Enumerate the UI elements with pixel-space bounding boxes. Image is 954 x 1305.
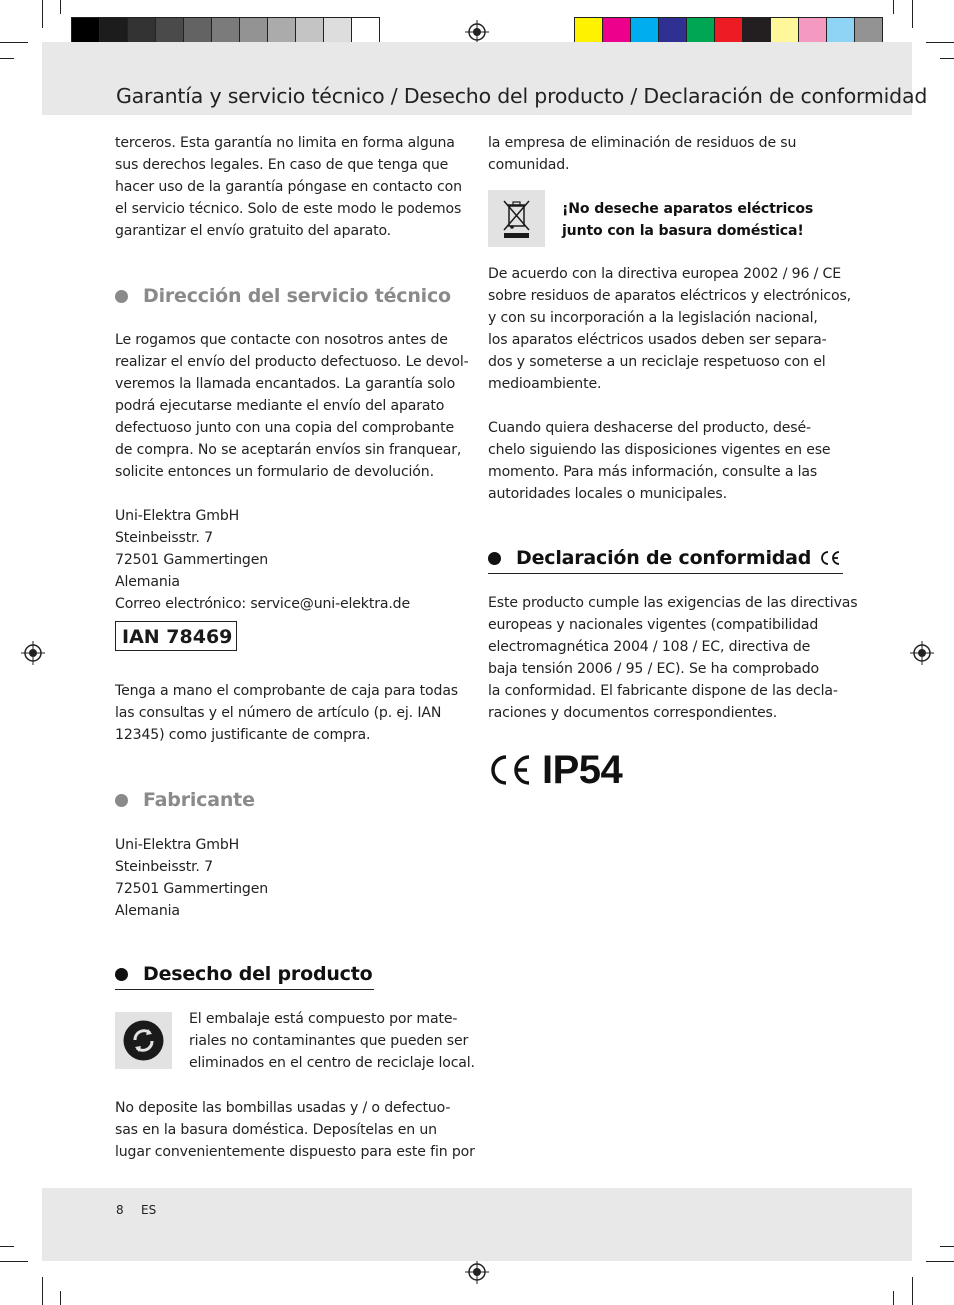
bullet-icon [115, 968, 128, 981]
crop-mark [926, 1261, 954, 1262]
crop-mark [926, 42, 954, 43]
no-household-disposal-warning [562, 198, 813, 242]
conformity-heading [488, 543, 843, 574]
text-line: baja tensión 2006 / 95 / EC). Se ha comprobado [488, 661, 820, 677]
bleed-mark [893, 0, 894, 14]
crop-mark [42, 1277, 43, 1305]
bullet-icon [488, 552, 501, 565]
text-line: el servicio técnico. Solo de este modo le podemos [115, 201, 462, 217]
manufacturer-address-block [115, 834, 268, 922]
text-line: la empresa de eliminación de residuos de su [488, 135, 797, 151]
text-line: Tenga a mano el comprobante de caja para todas [115, 683, 458, 699]
packaging-text [189, 1008, 475, 1074]
text-line: Uni-Elektra GmbH [115, 837, 240, 853]
text-line: momento. Para más información, consulte a las [488, 464, 818, 480]
green-dot-recycling-icon [115, 1012, 172, 1069]
text-line: lugar convenientemente dispuesto para este fin por [115, 1144, 475, 1160]
text-line: El embalaje está compuesto por mate- [189, 1011, 458, 1027]
text-line: terceros. Esta garantía no limita en forma alguna [115, 135, 455, 151]
text-line: solicite entonces un formulario de devolución. [115, 464, 434, 480]
bleed-mark [0, 1246, 14, 1247]
text-line: 12345) como justificante de compra. [115, 727, 371, 743]
bulbs-disposal-text [115, 1097, 475, 1163]
disposal-heading [115, 959, 374, 990]
text-line: junto con la basura doméstica! [562, 223, 804, 239]
crop-mark [0, 42, 28, 43]
text-line: podrá ejecutarse mediante el envío del aparato [115, 398, 445, 414]
bleed-mark [60, 1291, 61, 1305]
bleed-mark [893, 1291, 894, 1305]
text-line: autoridades locales o municipales. [488, 486, 727, 502]
page-number: 8 [116, 1203, 124, 1217]
ian-number-box: IAN 78469 [115, 621, 237, 651]
registration-mark-icon [465, 1260, 489, 1284]
registration-mark-icon [910, 641, 934, 665]
text-line: Steinbeisstr. 7 [115, 530, 213, 546]
text-line: Le rogamos que contacte con nosotros antes de [115, 332, 448, 348]
registration-mark-icon [21, 641, 45, 665]
text-line: veremos la llamada encantados. La garantía solo [115, 376, 456, 392]
ce-mark-icon [488, 752, 532, 788]
text-line: Alemania [115, 903, 180, 919]
manufacturer-heading [115, 785, 255, 815]
service-instructions-text [115, 329, 469, 483]
service-address-heading [115, 281, 451, 311]
text-line: chelo siguiendo las disposiciones vigentes en ese [488, 442, 831, 458]
text-line: riales no contaminantes que pueden ser [189, 1033, 469, 1049]
text-line: No deposite las bombillas usadas y / o defectuo- [115, 1100, 451, 1116]
text-line: eliminados en el centro de reciclaje local. [189, 1055, 475, 1071]
text-line: sas en la basura doméstica. Deposítelas en un [115, 1122, 437, 1138]
manufacturer-heading-text: Fabricante [143, 789, 255, 811]
text-line: realizar el envío del producto defectuoso. Le devol- [115, 354, 469, 370]
text-line: la conformidad. El fabricante dispone de las decla- [488, 683, 838, 699]
footer-band [42, 1188, 912, 1261]
text-line: sus derechos legales. En caso de que tenga que [115, 157, 449, 173]
text-line: los aparatos eléctricos usados deben ser separa- [488, 332, 827, 348]
text-line: de compra. No se aceptarán envíos sin franquear, [115, 442, 462, 458]
bleed-mark [940, 1246, 954, 1247]
service-address-heading-text: Dirección del servicio técnico [143, 285, 451, 307]
text-line: ¡No deseche aparatos eléctricos [562, 201, 814, 217]
crop-mark [912, 1277, 913, 1305]
text-line: Cuando quiera deshacerse del producto, desé- [488, 420, 811, 436]
bleed-mark [60, 0, 61, 14]
ce-ip54-marking [488, 748, 622, 792]
bleed-mark [0, 58, 14, 59]
warranty-intro-text [115, 132, 462, 242]
page-title: Garantía y servicio técnico / Desecho del producto / Declaración de conformidad [116, 84, 928, 108]
text-line: hacer uso de la garantía póngase en contacto con [115, 179, 462, 195]
crop-mark [912, 0, 913, 28]
text-line: y con su incorporación a la legislación nacional, [488, 310, 818, 326]
service-address-block [115, 505, 410, 615]
disposal-heading-text: Desecho del producto [143, 963, 373, 985]
disposal-continued-text [488, 132, 796, 176]
bleed-mark [940, 58, 954, 59]
ce-mark-icon [819, 550, 841, 566]
text-line: Correo electrónico: service@uni-elektra.de [115, 596, 410, 612]
text-line: raciones y documentos correspondientes. [488, 705, 778, 721]
text-line: Steinbeisstr. 7 [115, 859, 213, 875]
local-regulations-text [488, 417, 830, 505]
conformity-heading-text: Declaración de conformidad [516, 547, 812, 569]
text-line: Alemania [115, 574, 180, 590]
bullet-icon [115, 290, 128, 303]
weee-crossed-bin-icon [488, 190, 545, 247]
text-line: sobre residuos de aparatos eléctricos y electrónicos, [488, 288, 851, 304]
text-line: De acuerdo con la directiva europea 2002 / 96 / CE [488, 266, 841, 282]
language-code: ES [141, 1203, 157, 1217]
text-line: las consultas y el número de artículo (p. ej. IAN [115, 705, 442, 721]
ip-rating-label: IP54 [542, 747, 623, 792]
registration-mark-icon [465, 20, 489, 44]
text-line: europeas y nacionales vigentes (compatibilidad [488, 617, 819, 633]
text-line: Uni-Elektra GmbH [115, 508, 240, 524]
conformity-text [488, 592, 857, 724]
text-line: defectuoso junto con una copia del comprobante [115, 420, 455, 436]
weee-directive-text [488, 263, 851, 395]
text-line: Este producto cumple las exigencias de las directivas [488, 595, 858, 611]
text-line: electromagnética 2004 / 108 / EC, directiva de [488, 639, 811, 655]
text-line: dos y someterse a un reciclaje respetuoso con el [488, 354, 826, 370]
ian-note-text [115, 680, 458, 746]
text-line: comunidad. [488, 157, 570, 173]
text-line: 72501 Gammertingen [115, 881, 269, 897]
crop-mark [42, 0, 43, 28]
crop-mark [0, 1261, 28, 1262]
bullet-icon [115, 794, 128, 807]
text-line: garantizar el envío gratuito del aparato. [115, 223, 392, 239]
text-line: 72501 Gammertingen [115, 552, 269, 568]
text-line: medioambiente. [488, 376, 602, 392]
